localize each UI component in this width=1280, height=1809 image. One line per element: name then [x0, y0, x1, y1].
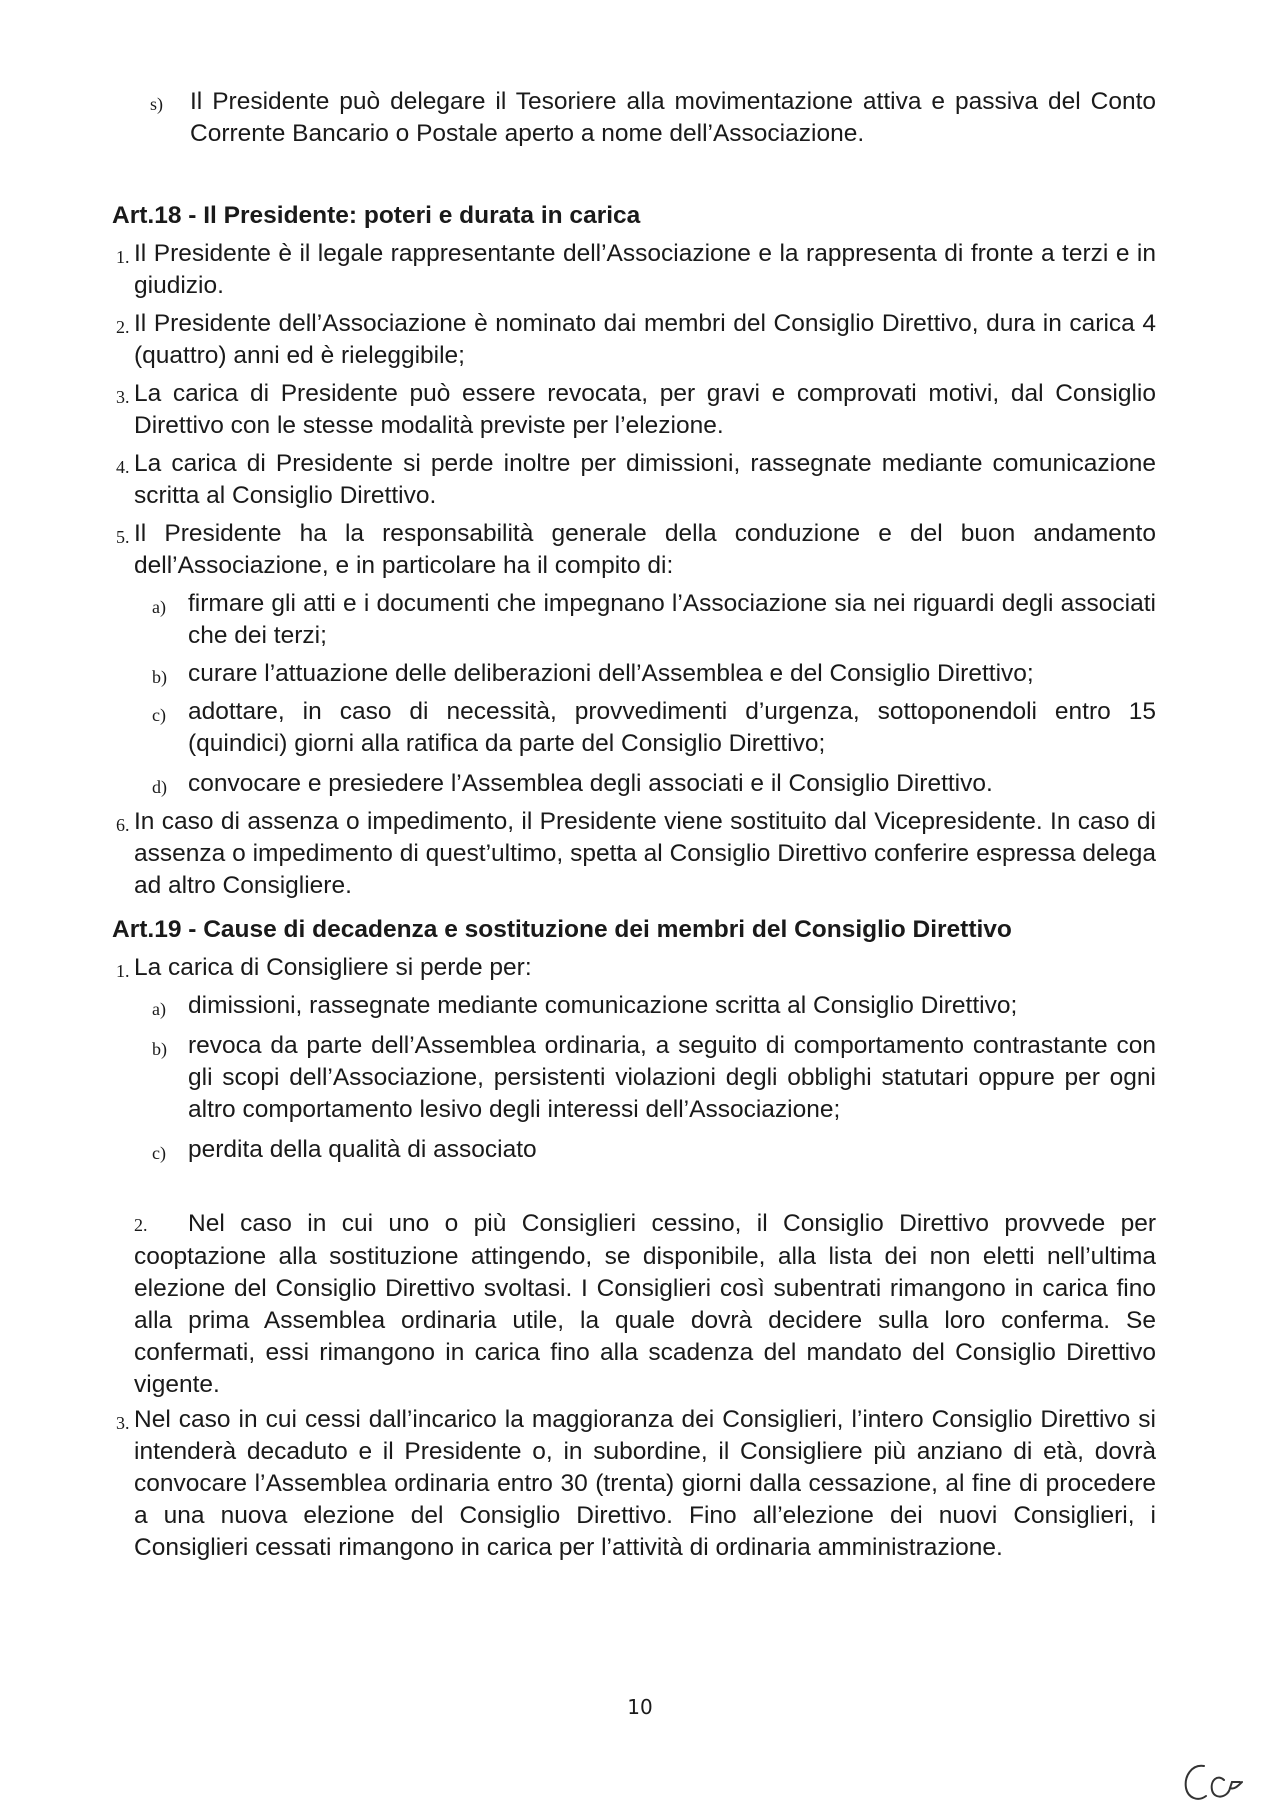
art19-subitem-c-text: perdita della qualità di associato — [188, 1136, 537, 1163]
art18-item-6 — [116, 806, 1156, 902]
art18-item-3-num: 3. — [116, 387, 130, 407]
intro-item-text: Il Presidente può delegare il Tesoriere alla movimentazione attiva e passiva del Conto Corrente Bancario o Postale aperto a nome dell’Associazione. — [190, 88, 1156, 147]
art18-subitem-b — [152, 658, 1156, 690]
art18-subitem-c-text: adottare, in caso di necessità, provvedimenti d’urgenza, sottoponendoli entro 15 (quindici) giorni alla ratifica da parte del Consiglio Direttivo; — [188, 698, 1156, 757]
art19-item-1-text: La carica di Consigliere si perde per: — [134, 954, 532, 981]
art19-item-3-num: 3. — [116, 1413, 130, 1433]
art19-item-1 — [116, 952, 1156, 984]
art18-item-1 — [116, 238, 1156, 302]
art18-subitem-d-label: d) — [152, 777, 167, 797]
art19-subitem-b-label: b) — [152, 1039, 167, 1059]
art18-item-6-num: 6. — [116, 815, 130, 835]
art18-item-3-text: La carica di Presidente può essere revocata, per gravi e comprovati motivi, dal Consiglio Direttivo con le stesse modalità previste per l’elezione. — [134, 380, 1156, 439]
art18-item-3 — [116, 378, 1156, 442]
art18-item-1-text: Il Presidente è il legale rappresentante dell’Associazione e la rappresenta di fronte a terzi e in giudizio. — [134, 240, 1156, 299]
page-number: 10 — [627, 1695, 653, 1719]
art19-subitem-a-text: dimissioni, rassegnate mediante comunicazione scritta al Consiglio Direttivo; — [188, 992, 1018, 1019]
art18-subitem-b-text: curare l’attuazione delle deliberazioni dell’Assemblea e del Consiglio Direttivo; — [188, 660, 1034, 687]
art19-heading: Art.19 - Cause di decadenza e sostituzione dei membri del Consiglio Direttivo — [112, 916, 1012, 943]
intro-paragraph — [150, 86, 1156, 150]
art18-subitem-a-text: firmare gli atti e i documenti che impegnano l’Associazione sia nei riguardi degli associati che dei terzi; — [188, 590, 1156, 649]
art18-subitem-a-label: a) — [152, 597, 166, 617]
art18-item-4-num: 4. — [116, 457, 130, 477]
art18-item-6-text: In caso di assenza o impedimento, il Presidente viene sostituito dal Vicepresidente. In caso di assenza o impedimento di quest’ultimo, spetta al Consiglio Direttivo conferire espressa delega ad altro Consigliere. — [134, 808, 1156, 899]
handwritten-initials — [1180, 1760, 1250, 1804]
intro-item-label: s) — [150, 94, 163, 114]
art18-subitem-b-label: b) — [152, 667, 167, 687]
art19-subitem-b — [152, 1030, 1156, 1126]
art18-item-5-text: Il Presidente ha la responsabilità generale della conduzione e del buon andamento dell’Associazione, e in particolare ha il compito di: — [134, 520, 1156, 579]
art19-item-2-num: 2. — [134, 1215, 148, 1235]
art18-subitem-d — [152, 768, 1156, 800]
art19-subitem-a — [152, 990, 1156, 1022]
art19-item-2-text: Nel caso in cui uno o più Consiglieri cessino, il Consiglio Direttivo provvede per cooptazione alla sostituzione attingendo, se disponibile, alla lista dei non eletti nell’ultima elezione del Consiglio Direttivo svoltasi. I Consiglieri così subentrati rimangono in carica fino alla prima Assemblea ordinaria utile, la quale dovrà decidere sulla loro conferma. Se confermati, essi rimangono in carica fino alla scadenza del mandato del Consiglio Direttivo vigente. — [134, 1210, 1156, 1398]
art19-subitem-c — [152, 1134, 1156, 1166]
art18-subitem-c-label: c) — [152, 705, 166, 725]
art19-subitem-c-label: c) — [152, 1143, 166, 1163]
art19-item-3 — [116, 1404, 1156, 1564]
art18-subitem-c — [152, 696, 1156, 760]
art18-item-2-text: Il Presidente dell’Associazione è nominato dai membri del Consiglio Direttivo, dura in carica 4 (quattro) anni ed è rieleggibile; — [134, 310, 1156, 369]
art18-item-1-num: 1. — [116, 247, 130, 267]
art19-item-1-num: 1. — [116, 961, 130, 981]
art19-item-2 — [134, 1208, 1156, 1401]
art19-subitem-a-label: a) — [152, 999, 166, 1019]
art19-item-3-text: Nel caso in cui cessi dall’incarico la maggioranza dei Consiglieri, l’intero Consiglio Direttivo si intenderà decaduto e il Presidente o, in subordine, il Consigliere più anziano di età, dovrà convocare l’Assemblea ordinaria entro 30 (trenta) giorni dalla cessazione, al fine di procedere a una nuova elezione del Consiglio Direttivo. Fino all’elezione dei nuovi Consiglieri, i Consiglieri cessati rimangono in carica per l’attività di ordinaria amministrazione. — [134, 1406, 1156, 1561]
art18-heading: Art.18 - Il Presidente: poteri e durata in carica — [112, 202, 641, 229]
art18-subitem-a — [152, 588, 1156, 652]
art18-item-4-text: La carica di Presidente si perde inoltre per dimissioni, rassegnate mediante comunicazione scritta al Consiglio Direttivo. — [134, 450, 1156, 509]
art18-item-2 — [116, 308, 1156, 372]
art19-subitem-b-text: revoca da parte dell’Assemblea ordinaria, a seguito di comportamento contrastante con gli scopi dell’Associazione, persistenti violazioni degli obblighi statutari oppure per ogni altro comportamento lesivo degli interessi dell’Associazione; — [188, 1032, 1156, 1123]
art18-item-2-num: 2. — [116, 317, 130, 337]
art18-item-4 — [116, 448, 1156, 512]
art18-item-5-num: 5. — [116, 527, 130, 547]
art18-subitem-d-text: convocare e presiedere l’Assemblea degli associati e il Consiglio Direttivo. — [188, 770, 993, 797]
art18-item-5 — [116, 518, 1156, 582]
